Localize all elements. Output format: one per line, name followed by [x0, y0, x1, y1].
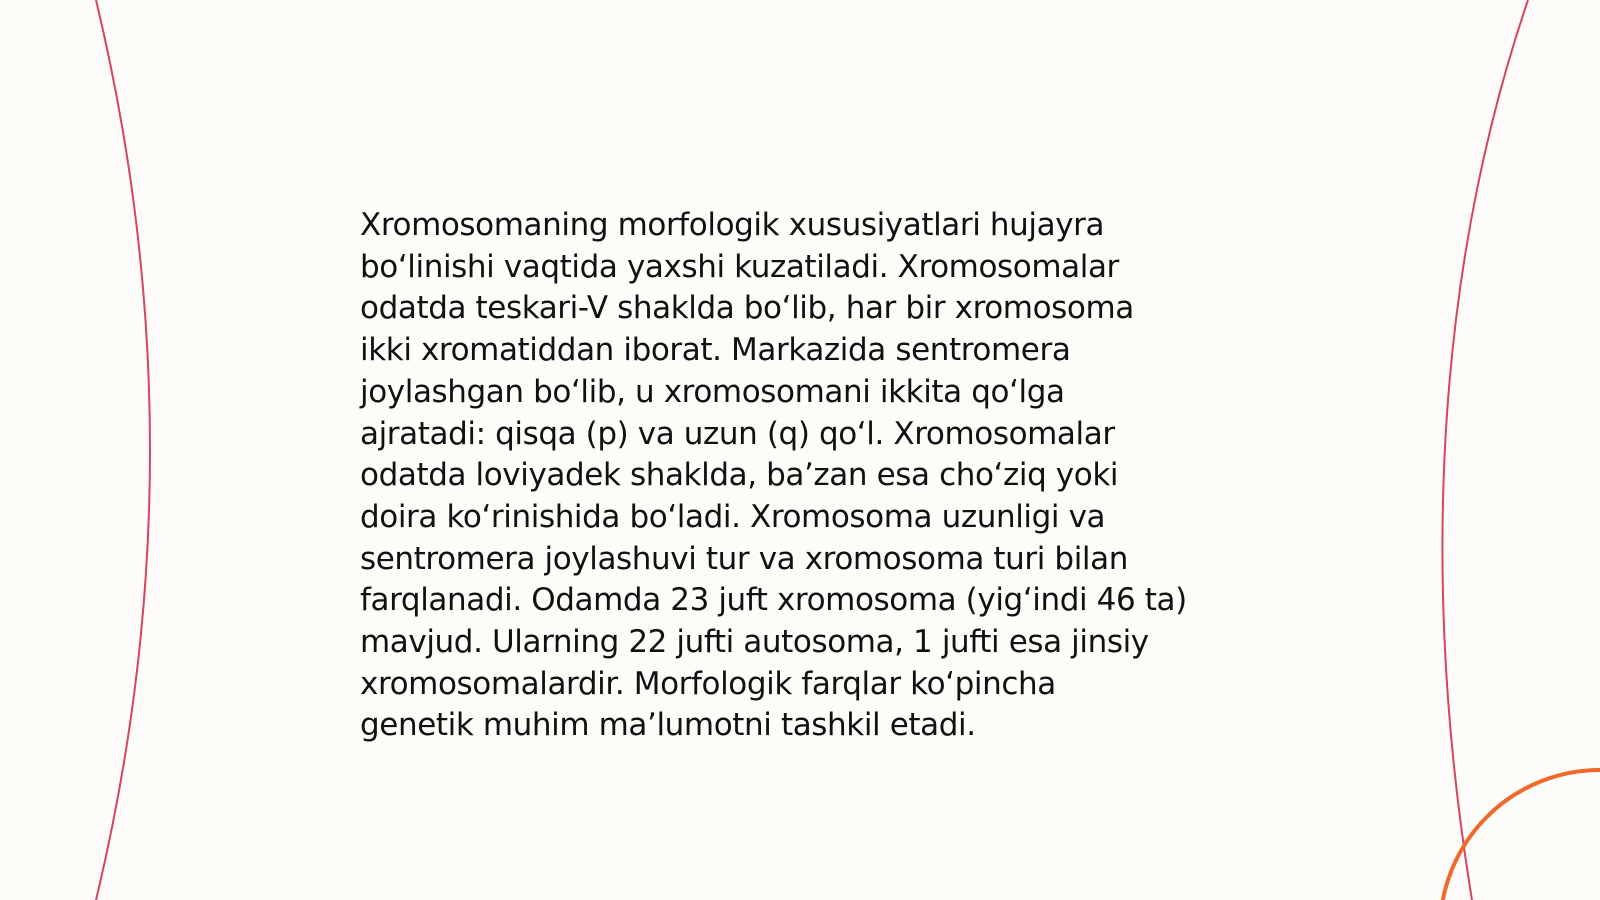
accent-circle [1440, 770, 1600, 900]
body-text: Xromosomaning morfologik xususiyatlari hujayra bo‘linishi vaqtida yaxshi kuzatiladi. Xromosomalar odatda teskari-V shaklda bo‘lib, har bir xromosoma ikki xromatiddan iborat. Markazida sentromera joylashgan bo‘lib, u xromosomani ikkita qo‘lga ajratadi: qisqa (p) va uzun (q) qo‘l. Xromosomalar odatda loviyadek shaklda, ba’zan esa cho‘ziq yoki doira ko‘rinishida bo‘ladi. Xromosoma uzunligi va sentromera joylashuvi tur va xromosoma turi bilan farqlanadi. Odamda 23 juft xromosoma (yig‘indi 46 ta) mavjud. Ularning 22 jufti autosoma, 1 jufti esa jinsiy xromosomalardir. Morfologik farqlar ko‘pincha genetik muhim ma’lumotni tashkil etadi. [360, 207, 1187, 744]
right-curve [1442, 0, 1528, 900]
left-curve [96, 0, 150, 900]
